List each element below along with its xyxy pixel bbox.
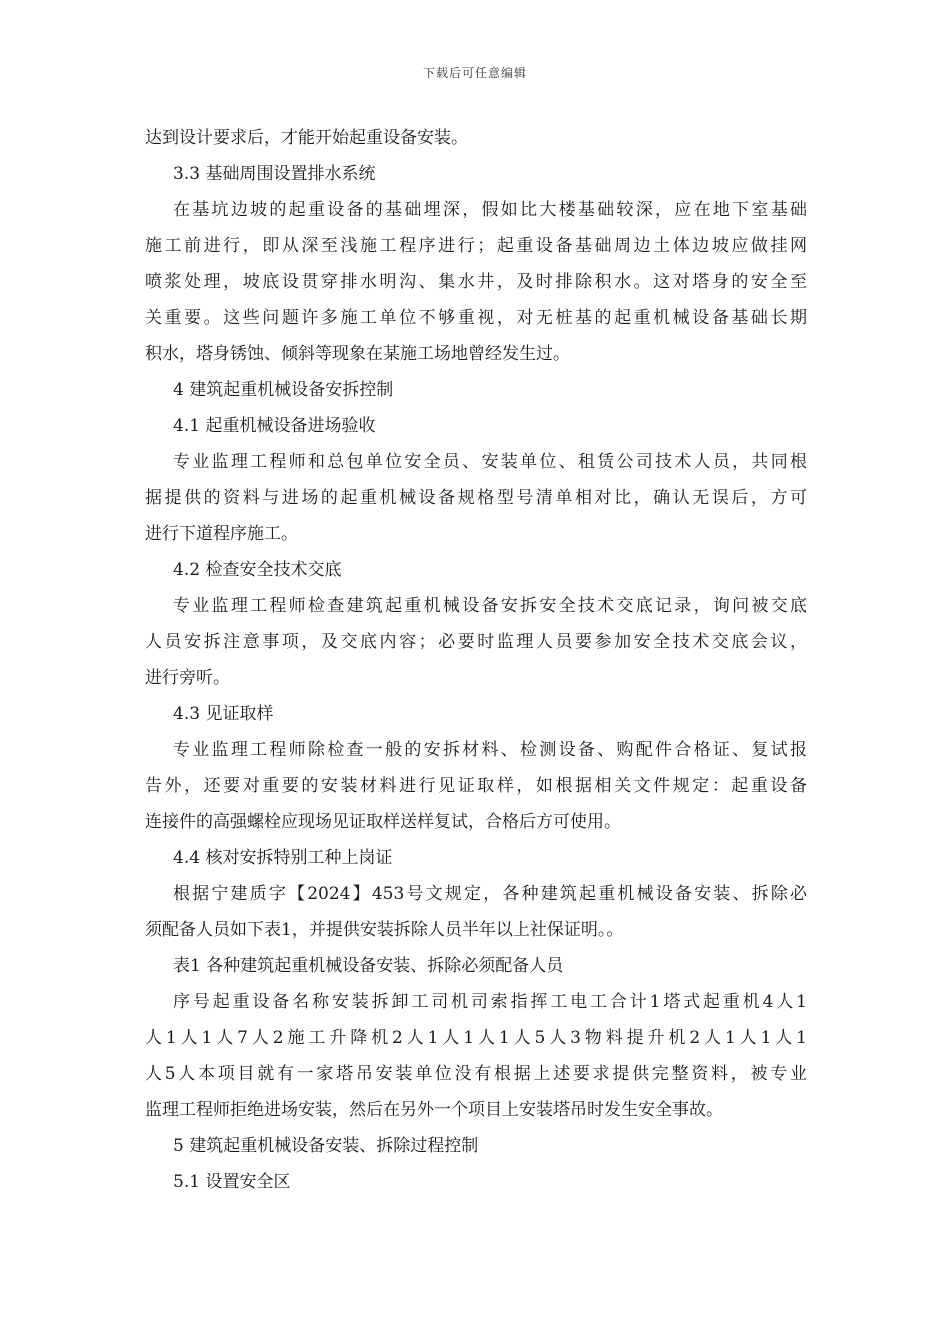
section-heading: 4.3 见证取样 bbox=[173, 704, 274, 724]
paragraph-line: 专业监理工程师和总包单位安全员、安装单位、租赁公司技术人员，共同根 bbox=[173, 452, 807, 472]
paragraph-line: 人员安拆注意事项，及交底内容；必要时监理人员要参加安全技术交底会议， bbox=[145, 632, 807, 652]
paragraph-line: 告外，还要对重要的安装材料进行见证取样，如根据相关文件规定：起重设备 bbox=[145, 776, 807, 796]
section-heading: 4.1 起重机械设备进场验收 bbox=[173, 416, 376, 436]
paragraph-line: 据提供的资料与进场的起重机械设备规格型号清单相对比，确认无误后，方可 bbox=[145, 488, 807, 508]
paragraph-line: 人5人本项目就有一家塔吊安装单位没有根据上述要求提供完整资料，被专业 bbox=[145, 1064, 807, 1084]
paragraph-line: 序号起重设备名称安装拆卸工司机司索指挥工电工合计1塔式起重机4人1 bbox=[173, 992, 807, 1012]
paragraph-line: 须配备人员如下表1，并提供安装拆除人员半年以上社保证明。。 bbox=[145, 920, 624, 940]
paragraph-line: 监理工程师拒绝进场安装，然后在另外一个项目上安装塔吊时发生安全事故。 bbox=[145, 1100, 723, 1120]
paragraph-line: 进行下道程序施工。 bbox=[145, 524, 298, 544]
page-header: 下载后可任意编辑 bbox=[422, 66, 527, 80]
paragraph-line: 人1人1人7人2施工升降机2人1人1人1人5人3物料提升机2人1人1人1 bbox=[145, 1028, 807, 1048]
paragraph-line: 施工前进行，即从深至浅施工程序进行；起重设备基础周边土体边坡应做挂网 bbox=[145, 236, 807, 256]
paragraph-line: 积水，塔身锈蚀、倾斜等现象在某施工场地曾经发生过。 bbox=[145, 344, 570, 364]
paragraph-line: 关重要。这些问题许多施工单位不够重视，对无桩基的起重机械设备基础长期 bbox=[145, 308, 807, 328]
section-heading: 5.1 设置安全区 bbox=[173, 1172, 291, 1192]
paragraph-line: 连接件的高强螺栓应现场见证取样送样复试，合格后方可使用。 bbox=[145, 812, 621, 832]
section-heading: 4.2 检查安全技术交底 bbox=[173, 560, 342, 580]
table-caption: 表1 各种建筑起重机械设备安装、拆除必须配备人员 bbox=[173, 956, 564, 976]
section-heading: 5 建筑起重机械设备安装、拆除过程控制 bbox=[173, 1136, 479, 1156]
paragraph-line: 进行旁听。 bbox=[145, 668, 230, 688]
section-heading: 4.4 核对安拆特别工种上岗证 bbox=[173, 848, 393, 868]
paragraph-line: 在基坑边坡的起重设备的基础埋深，假如比大楼基础较深，应在地下室基础 bbox=[173, 200, 807, 220]
paragraph-line: 专业监理工程师除检查一般的安拆材料、检测设备、购配件合格证、复试报 bbox=[173, 740, 807, 760]
section-heading: 3.3 基础周围设置排水系统 bbox=[173, 164, 376, 184]
paragraph-line: 专业监理工程师检查建筑起重机械设备安拆安全技术交底记录，询问被交底 bbox=[173, 596, 807, 616]
section-heading: 4 建筑起重机械设备安拆控制 bbox=[173, 380, 394, 400]
paragraph-line: 根据宁建质字【2024】453号文规定，各种建筑起重机械设备安装、拆除必 bbox=[173, 884, 807, 904]
paragraph-line: 达到设计要求后，才能开始起重设备安装。 bbox=[145, 128, 468, 148]
document-body bbox=[145, 120, 807, 1200]
paragraph-line: 喷浆处理，坡底设贯穿排水明沟、集水井，及时排除积水。这对塔身的安全至 bbox=[145, 272, 807, 292]
